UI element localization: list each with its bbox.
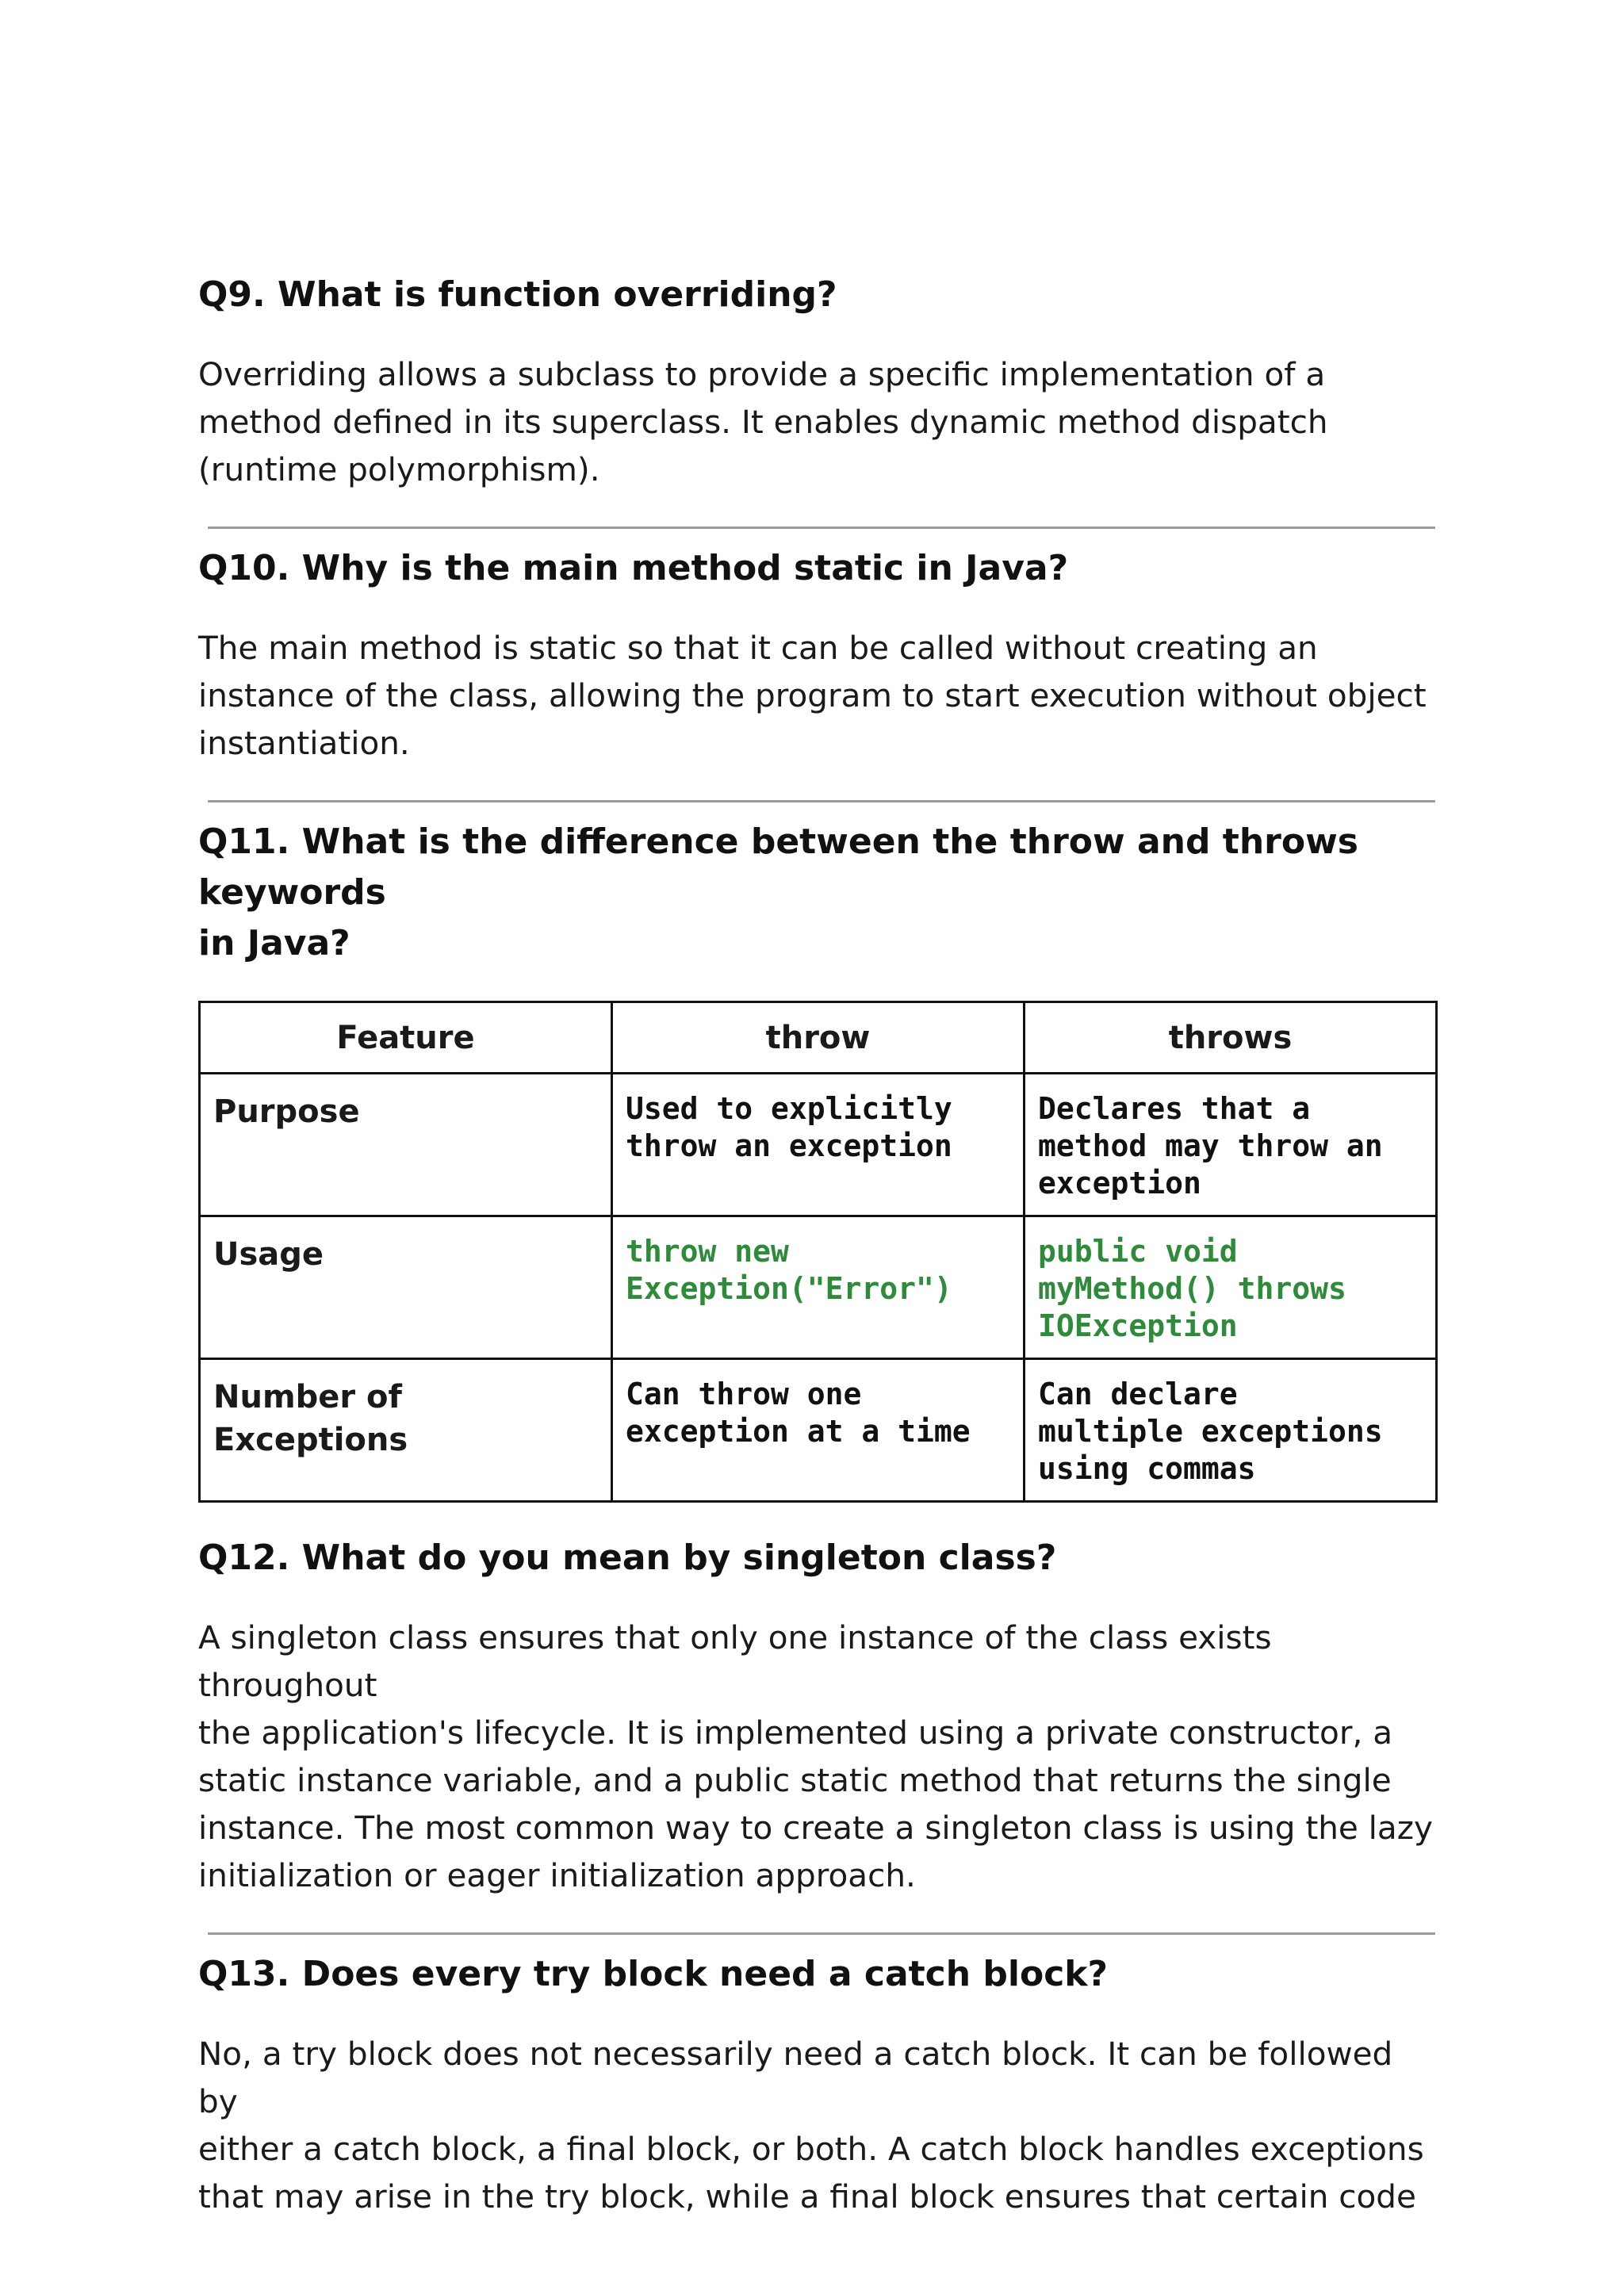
cell-line: public void [1038,1234,1238,1269]
cell-line: throw new [626,1234,789,1269]
q13-title: Q13. Does every try block need a catch block? [198,1954,1109,1994]
q13-answer-line: either a catch block, a final block, or both. A catch block handles exceptions [198,2130,1424,2168]
q10-answer-line: instance of the class, allowing the program to start execution without object [198,676,1427,714]
q9-answer-line: Overriding allows a subclass to provide a specific implementation of a [198,355,1326,393]
table-cell-throws [1025,1359,1437,1502]
q9-answer [198,350,1435,493]
cell-line: Exception("Error") [626,1271,952,1306]
cell-line: Declares that a [1038,1091,1311,1126]
q10-title: Q10. Why is the main method static in Java? [198,548,1069,588]
table-row [200,1074,1437,1216]
cell-line: myMethod() throws [1038,1271,1346,1306]
q12-answer-line: the application's lifecycle. It is implemented using a private constructor, a [198,1714,1393,1752]
q9-title: Q9. What is function overriding? [198,274,837,315]
cell-line: Can declare [1038,1377,1238,1411]
table-cell-feature: Number of Exceptions [200,1359,612,1502]
table-cell-throws-code [1025,1216,1437,1359]
cell-line: method may throw an [1038,1128,1383,1163]
q13-answer-line: that may arise in the try block, while a final block ensures that certain code [198,2177,1416,2215]
q9-answer-line: method defined in its superclass. It enables dynamic method dispatch [198,403,1328,441]
q12-title: Q12. What do you mean by singleton class? [198,1538,1057,1578]
q12-answer-line: A singleton class ensures that only one instance of the class exists throughout [198,1618,1272,1704]
cell-line: IOException [1038,1308,1238,1343]
q10-answer-line: instantiation. [198,724,410,762]
table-cell-feature: Purpose [200,1074,612,1216]
cell-line: using commas [1038,1451,1256,1486]
table-header-feature: Feature [200,1002,612,1074]
table-row [200,1216,1437,1359]
table-cell-throws [1025,1074,1437,1216]
q12-answer-line: initialization or eager initialization approach. [198,1856,916,1894]
cell-line: throw an exception [626,1128,952,1163]
q12-answer-line: instance. The most common way to create a singleton class is using the lazy [198,1809,1433,1847]
table-cell-throw [612,1359,1025,1502]
q12-answer [198,1614,1435,1899]
table-row [200,1359,1437,1502]
document-page [198,270,1435,2220]
q11-title-line: Q11. What is the difference between the throw and throws keywords [198,821,1358,913]
q11-title-line: in Java? [198,923,350,963]
table-header-row [200,1002,1437,1074]
table-cell-throw-code [612,1216,1025,1359]
throw-vs-throws-table [198,1001,1438,1503]
cell-line: exception [1038,1166,1201,1201]
q9-answer-line: (runtime polymorphism). [198,450,600,488]
cell-line: Used to explicitly [626,1091,952,1126]
q13-answer-line: No, a try block does not necessarily need a catch block. It can be followed by [198,2035,1393,2120]
table-header-throw: throw [612,1002,1025,1074]
q13-answer [198,2030,1435,2220]
q10-answer-line: The main method is static so that it can be called without creating an [198,629,1318,667]
q11-title [198,817,1435,969]
table-cell-feature: Usage [200,1216,612,1359]
q12-answer-line: static instance variable, and a public static method that returns the single [198,1761,1392,1799]
q10-answer [198,624,1435,767]
table-header-throws: throws [1025,1002,1437,1074]
table-cell-throw [612,1074,1025,1216]
cell-line: Can throw one [626,1377,862,1411]
cell-line: multiple exceptions [1038,1414,1383,1449]
cell-line: exception at a time [626,1414,971,1449]
